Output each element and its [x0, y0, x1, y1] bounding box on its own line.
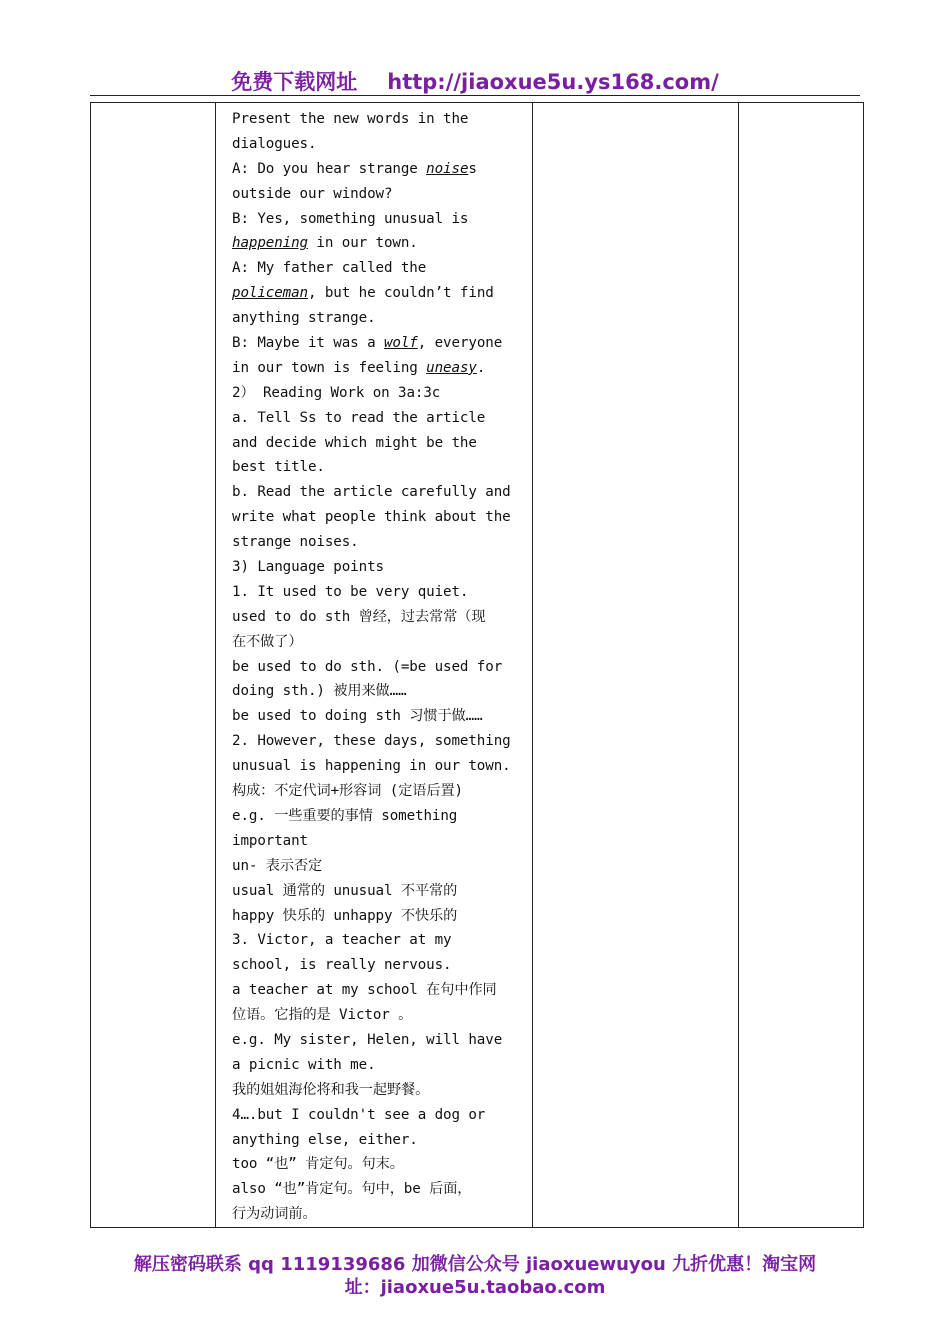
- line-text: 3. Victor, a teacher at my: [232, 932, 452, 949]
- content-line: [232, 729, 522, 754]
- content-line: [232, 231, 522, 256]
- vocab-word: happening: [232, 235, 308, 252]
- line-text: important: [232, 832, 308, 849]
- table-cell-content: [216, 103, 533, 1228]
- content-line: [232, 1128, 522, 1153]
- content-line: [232, 605, 522, 630]
- page-footer: [0, 1253, 950, 1299]
- line-text: and decide which might be the: [232, 434, 477, 451]
- line-text: A: My father called the: [232, 260, 427, 277]
- line-text: anything strange.: [232, 310, 376, 327]
- line-text: unusual is happening in our town.: [232, 758, 511, 775]
- content-line: [232, 1152, 522, 1177]
- content-line: [232, 655, 522, 680]
- line-text: outside our window?: [232, 185, 393, 202]
- line-text: s: [468, 160, 477, 177]
- table-cell-left: [91, 103, 216, 1228]
- header-rule: [90, 95, 860, 96]
- content-line: [232, 978, 522, 1003]
- line-text: 1. It used to be very quiet.: [232, 583, 469, 600]
- line-text: doing sth.) 被用来做……: [232, 683, 407, 700]
- line-text: dialogues.: [232, 135, 317, 152]
- content-line: [232, 580, 522, 605]
- content-line: [232, 1003, 522, 1028]
- vocab-word: uneasy: [426, 359, 477, 376]
- content-line: [232, 281, 522, 306]
- content-line: [232, 207, 522, 232]
- vocab-word: policeman: [232, 285, 308, 302]
- content-line: [232, 1103, 522, 1128]
- content-line: [232, 182, 522, 207]
- content-line: [232, 630, 522, 655]
- line-text: 2. However, these days, something: [232, 733, 511, 750]
- content-line: [232, 356, 522, 381]
- content-line: [232, 829, 522, 854]
- line-text: 3) Language points: [232, 559, 384, 576]
- line-text: also “也”肯定句。句中，be 后面，: [232, 1181, 472, 1198]
- page-header: [0, 66, 950, 96]
- content-line: [232, 505, 522, 530]
- line-text: A: Do you hear strange: [232, 160, 427, 177]
- line-text: happy 快乐的 unhappy 不快乐的: [232, 907, 458, 924]
- line-text: B: Yes, something unusual is: [232, 210, 469, 227]
- footer-line-2[interactable]: 址：jiaoxue5u.taobao.com: [344, 1277, 606, 1298]
- vocab-word: wolf: [383, 335, 418, 352]
- content-line: [232, 854, 522, 879]
- content-line: [232, 904, 522, 929]
- content-line: [232, 406, 522, 431]
- line-text: 行为动词前。: [232, 1206, 317, 1223]
- line-text: 在不做了）: [232, 633, 303, 650]
- content-line: [232, 107, 522, 132]
- table-cell-right: [739, 103, 864, 1228]
- line-text: e.g. My sister, Helen, will have: [232, 1031, 503, 1048]
- content-line: [232, 754, 522, 779]
- header-url[interactable]: http://jiaoxue5u.ys168.com/: [387, 70, 719, 94]
- line-text: usual 通常的 unusual 不平常的: [232, 882, 458, 899]
- line-text: 我的姐姐海伦将和我一起野餐。: [232, 1081, 430, 1098]
- content-line: [232, 1053, 522, 1078]
- line-text: used to do sth 曾经，过去常常（现: [232, 608, 486, 625]
- content-line: [232, 704, 522, 729]
- line-text: best title.: [232, 459, 325, 476]
- line-text: school, is really nervous.: [232, 957, 452, 974]
- line-text: Present the new words in the: [232, 111, 469, 127]
- content-line: [232, 679, 522, 704]
- line-text: e.g. 一些重要的事情 something: [232, 807, 458, 824]
- content-line: [232, 331, 522, 356]
- content-line: [232, 804, 522, 829]
- footer-line-1: 解压密码联系 qq 1119139686 加微信公众号 jiaoxuewuyou 九折优惠！淘宝网: [133, 1254, 817, 1275]
- content-line: [232, 1202, 522, 1227]
- line-text: write what people think about the: [232, 509, 511, 526]
- line-text: too “也” 肯定句。句末。: [232, 1156, 404, 1173]
- content-line: [232, 480, 522, 505]
- content-line: [232, 555, 522, 580]
- content-line: [232, 381, 522, 406]
- content-line: [232, 1028, 522, 1053]
- content-line: [232, 953, 522, 978]
- content-line: [232, 431, 522, 456]
- line-text: un- 表示否定: [232, 857, 323, 874]
- content-line: [232, 530, 522, 555]
- content-line: [232, 928, 522, 953]
- content-line: [232, 779, 522, 804]
- line-text: be used to do sth. (=be used for: [232, 658, 503, 675]
- content-line: [232, 132, 522, 157]
- content-line: [232, 455, 522, 480]
- line-text: 4….but I couldn't see a dog or: [232, 1106, 486, 1123]
- line-text: a picnic with me.: [232, 1056, 376, 1073]
- line-text: 位语。它指的是 Victor 。: [232, 1007, 413, 1024]
- line-text: .: [476, 359, 486, 376]
- line-text: 构成：不定代词+形容词 (定语后置): [232, 783, 463, 800]
- line-text: a teacher at my school 在句中作同: [232, 982, 497, 999]
- content-line: [232, 1177, 522, 1202]
- line-text: a. Tell Ss to read the article: [232, 409, 486, 426]
- lesson-table: [90, 102, 864, 1228]
- line-text: b. Read the article carefully and: [232, 484, 511, 501]
- line-text: in our town.: [307, 235, 418, 252]
- line-text: , but he couldn’t find: [307, 285, 494, 302]
- line-text: 2） Reading Work on 3a:3c: [232, 384, 441, 401]
- line-text: anything else, either.: [232, 1131, 418, 1148]
- vocab-word: noise: [426, 160, 469, 177]
- content-line: [232, 879, 522, 904]
- content-line: [232, 306, 522, 331]
- header-label: 免费下载网址: [231, 70, 358, 94]
- line-text: B: Maybe it was a: [232, 335, 384, 352]
- line-text: in our town is feeling: [232, 359, 427, 376]
- content-line: [232, 157, 522, 182]
- lesson-content: [216, 103, 532, 1227]
- content-line: [232, 256, 522, 281]
- content-line: [232, 1078, 522, 1103]
- line-text: strange noises.: [232, 534, 359, 551]
- line-text: be used to doing sth 习惯于做……: [232, 708, 483, 725]
- line-text: , everyone: [417, 335, 503, 352]
- table-cell-third: [533, 103, 739, 1228]
